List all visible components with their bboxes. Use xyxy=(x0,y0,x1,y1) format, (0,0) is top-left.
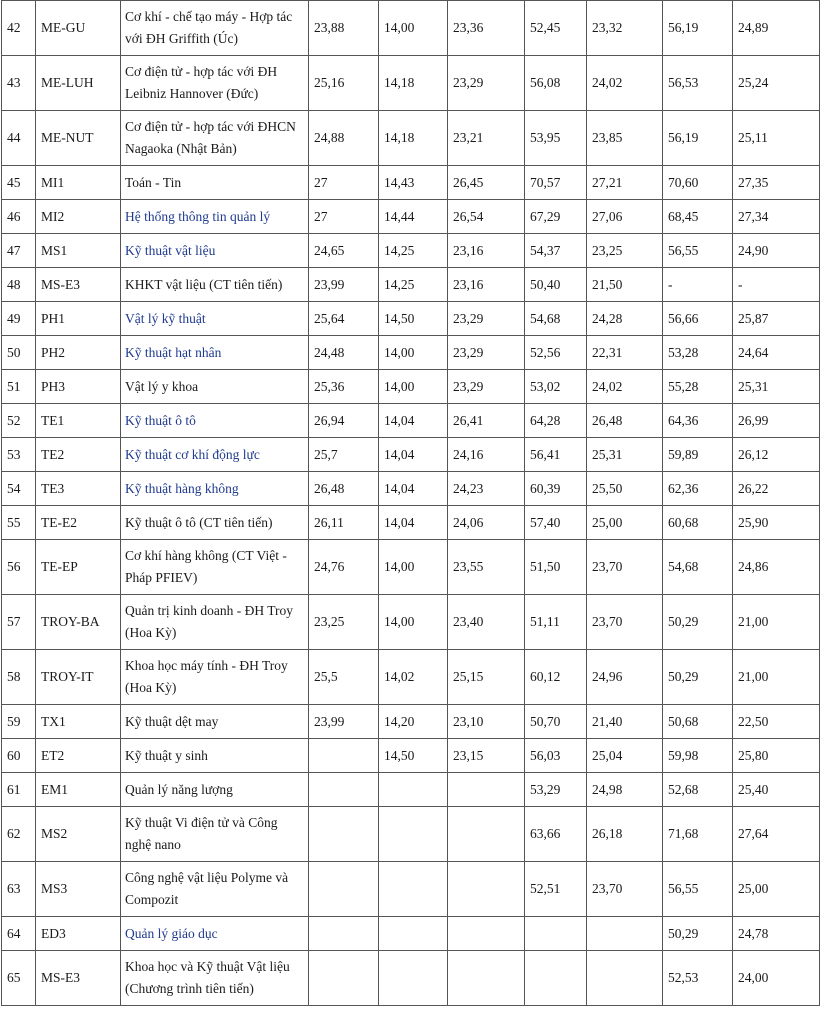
score-col-3: 23,55 xyxy=(448,540,525,595)
score-col-3: 23,16 xyxy=(448,268,525,302)
score-col-3: 23,10 xyxy=(448,705,525,739)
program-code: TROY-BA xyxy=(36,595,121,650)
score-col-4: 54,68 xyxy=(525,302,587,336)
program-code: EM1 xyxy=(36,773,121,807)
score-col-6: 59,98 xyxy=(663,739,733,773)
score-col-4: 52,51 xyxy=(525,862,587,917)
score-col-5: 26,48 xyxy=(587,404,663,438)
score-col-6: 50,29 xyxy=(663,650,733,705)
score-col-3: 25,15 xyxy=(448,650,525,705)
score-col-5: 27,06 xyxy=(587,200,663,234)
score-col-7: 21,00 xyxy=(733,595,820,650)
score-col-5: 22,31 xyxy=(587,336,663,370)
score-col-7: 24,78 xyxy=(733,917,820,951)
table-row xyxy=(2,773,820,807)
program-name[interactable]: Quản lý giáo dục xyxy=(121,917,309,951)
row-number: 54 xyxy=(2,472,36,506)
score-col-1: 23,99 xyxy=(309,268,379,302)
row-number: 53 xyxy=(2,438,36,472)
score-col-4: 50,70 xyxy=(525,705,587,739)
score-col-5: 26,18 xyxy=(587,807,663,862)
program-code: TE3 xyxy=(36,472,121,506)
score-col-1: 25,36 xyxy=(309,370,379,404)
score-col-4: 53,29 xyxy=(525,773,587,807)
program-code: ED3 xyxy=(36,917,121,951)
score-col-7: - xyxy=(733,268,820,302)
score-col-1: 26,11 xyxy=(309,506,379,540)
score-col-3 xyxy=(448,862,525,917)
score-col-2: 14,02 xyxy=(379,650,448,705)
score-col-2: 14,20 xyxy=(379,705,448,739)
score-col-5: 23,32 xyxy=(587,1,663,56)
score-col-1: 25,64 xyxy=(309,302,379,336)
score-col-7: 26,12 xyxy=(733,438,820,472)
score-col-4: 56,03 xyxy=(525,739,587,773)
program-name[interactable]: Kỹ thuật cơ khí động lực xyxy=(121,438,309,472)
program-code: TX1 xyxy=(36,705,121,739)
score-col-1: 26,94 xyxy=(309,404,379,438)
table-row xyxy=(2,540,820,595)
row-number: 48 xyxy=(2,268,36,302)
table-row xyxy=(2,268,820,302)
score-col-1: 23,99 xyxy=(309,705,379,739)
score-col-5: 25,00 xyxy=(587,506,663,540)
table-row xyxy=(2,862,820,917)
score-col-3 xyxy=(448,917,525,951)
score-col-7: 25,31 xyxy=(733,370,820,404)
row-number: 51 xyxy=(2,370,36,404)
score-col-6: 56,53 xyxy=(663,56,733,111)
score-col-1: 27 xyxy=(309,166,379,200)
score-col-3: 23,15 xyxy=(448,739,525,773)
program-code: TE-EP xyxy=(36,540,121,595)
table-row xyxy=(2,951,820,1006)
table-row xyxy=(2,1,820,56)
score-col-2: 14,18 xyxy=(379,111,448,166)
score-col-6: 56,19 xyxy=(663,1,733,56)
table-row xyxy=(2,917,820,951)
admission-scores-table xyxy=(1,0,820,1006)
score-col-3: 23,40 xyxy=(448,595,525,650)
score-col-5: 24,02 xyxy=(587,370,663,404)
table-row xyxy=(2,166,820,200)
score-col-1: 24,88 xyxy=(309,111,379,166)
table-row xyxy=(2,739,820,773)
score-col-1: 25,7 xyxy=(309,438,379,472)
score-col-6: 52,53 xyxy=(663,951,733,1006)
row-number: 63 xyxy=(2,862,36,917)
row-number: 42 xyxy=(2,1,36,56)
score-col-6: 53,28 xyxy=(663,336,733,370)
score-col-7: 24,89 xyxy=(733,1,820,56)
score-col-5: 24,98 xyxy=(587,773,663,807)
score-col-3: 26,41 xyxy=(448,404,525,438)
row-number: 65 xyxy=(2,951,36,1006)
score-col-4: 57,40 xyxy=(525,506,587,540)
score-col-1: 25,5 xyxy=(309,650,379,705)
program-name: Cơ khí hàng không (CT Việt - Pháp PFIEV) xyxy=(121,540,309,595)
score-col-2: 14,00 xyxy=(379,336,448,370)
program-name: Kỹ thuật ô tô (CT tiên tiến) xyxy=(121,506,309,540)
score-col-3: 23,21 xyxy=(448,111,525,166)
score-col-6: 55,28 xyxy=(663,370,733,404)
program-code: TROY-IT xyxy=(36,650,121,705)
row-number: 47 xyxy=(2,234,36,268)
score-col-3: 23,29 xyxy=(448,370,525,404)
table-row xyxy=(2,111,820,166)
score-col-7: 25,24 xyxy=(733,56,820,111)
row-number: 62 xyxy=(2,807,36,862)
program-name: Công nghệ vật liệu Polyme và Compozit xyxy=(121,862,309,917)
table-row xyxy=(2,705,820,739)
score-col-1: 24,48 xyxy=(309,336,379,370)
score-col-2 xyxy=(379,807,448,862)
program-name: Kỹ thuật y sinh xyxy=(121,739,309,773)
score-col-7: 25,87 xyxy=(733,302,820,336)
score-col-2: 14,04 xyxy=(379,438,448,472)
score-col-5: 27,21 xyxy=(587,166,663,200)
score-col-2: 14,25 xyxy=(379,234,448,268)
table-row xyxy=(2,438,820,472)
score-col-7: 25,40 xyxy=(733,773,820,807)
score-col-3: 26,45 xyxy=(448,166,525,200)
score-col-7: 26,22 xyxy=(733,472,820,506)
program-name: Quản lý năng lượng xyxy=(121,773,309,807)
score-col-6: 50,29 xyxy=(663,917,733,951)
score-col-2: 14,44 xyxy=(379,200,448,234)
score-col-6: 62,36 xyxy=(663,472,733,506)
score-col-2: 14,00 xyxy=(379,370,448,404)
score-col-2: 14,25 xyxy=(379,268,448,302)
score-col-2 xyxy=(379,951,448,1006)
score-col-5: 24,28 xyxy=(587,302,663,336)
program-name: Cơ điện tử - hợp tác với ĐH Leibniz Hannover (Đức) xyxy=(121,56,309,111)
score-col-3 xyxy=(448,807,525,862)
score-col-4: 70,57 xyxy=(525,166,587,200)
program-code: ME-LUH xyxy=(36,56,121,111)
program-code: ME-NUT xyxy=(36,111,121,166)
score-col-4: 54,37 xyxy=(525,234,587,268)
score-col-7: 22,50 xyxy=(733,705,820,739)
score-col-2 xyxy=(379,917,448,951)
score-col-6: 50,68 xyxy=(663,705,733,739)
score-col-3: 26,54 xyxy=(448,200,525,234)
program-name: Khoa học và Kỹ thuật Vật liệu (Chương trình tiên tiến) xyxy=(121,951,309,1006)
score-col-6: 56,66 xyxy=(663,302,733,336)
score-col-6: 56,19 xyxy=(663,111,733,166)
row-number: 64 xyxy=(2,917,36,951)
score-col-5: 23,85 xyxy=(587,111,663,166)
score-col-3: 23,29 xyxy=(448,56,525,111)
score-col-5 xyxy=(587,917,663,951)
score-col-4 xyxy=(525,951,587,1006)
program-name: Cơ điện tử - hợp tác với ĐHCN Nagaoka (Nhật Bản) xyxy=(121,111,309,166)
score-col-4: 56,41 xyxy=(525,438,587,472)
program-name: Khoa học máy tính - ĐH Troy (Hoa Kỳ) xyxy=(121,650,309,705)
program-code: MS-E3 xyxy=(36,951,121,1006)
score-col-4: 53,02 xyxy=(525,370,587,404)
program-code: TE-E2 xyxy=(36,506,121,540)
program-name: Cơ khí - chế tạo máy - Hợp tác với ĐH Griffith (Úc) xyxy=(121,1,309,56)
row-number: 57 xyxy=(2,595,36,650)
score-col-1: 25,16 xyxy=(309,56,379,111)
score-col-5: 25,04 xyxy=(587,739,663,773)
table-row xyxy=(2,506,820,540)
score-col-4: 52,45 xyxy=(525,1,587,56)
table-row xyxy=(2,472,820,506)
program-name[interactable]: Kỹ thuật hạt nhân xyxy=(121,336,309,370)
score-col-2: 14,04 xyxy=(379,506,448,540)
score-col-4: 51,50 xyxy=(525,540,587,595)
score-col-5: 23,70 xyxy=(587,540,663,595)
score-col-4: 64,28 xyxy=(525,404,587,438)
table-row xyxy=(2,807,820,862)
score-col-2: 14,00 xyxy=(379,540,448,595)
score-col-4: 63,66 xyxy=(525,807,587,862)
row-number: 52 xyxy=(2,404,36,438)
table-row xyxy=(2,404,820,438)
score-col-2: 14,00 xyxy=(379,595,448,650)
program-code: PH1 xyxy=(36,302,121,336)
score-col-2: 14,18 xyxy=(379,56,448,111)
score-col-4: 51,11 xyxy=(525,595,587,650)
score-col-6: 56,55 xyxy=(663,234,733,268)
table-row xyxy=(2,302,820,336)
table-row xyxy=(2,370,820,404)
score-col-2 xyxy=(379,773,448,807)
score-col-5: 23,70 xyxy=(587,595,663,650)
program-name: Kỹ thuật Vi điện tử và Công nghệ nano xyxy=(121,807,309,862)
score-col-2: 14,04 xyxy=(379,472,448,506)
score-col-4: 56,08 xyxy=(525,56,587,111)
score-col-5: 21,50 xyxy=(587,268,663,302)
score-col-3: 24,16 xyxy=(448,438,525,472)
program-code: MI2 xyxy=(36,200,121,234)
row-number: 56 xyxy=(2,540,36,595)
program-code: MS-E3 xyxy=(36,268,121,302)
row-number: 55 xyxy=(2,506,36,540)
program-name: KHKT vật liệu (CT tiên tiến) xyxy=(121,268,309,302)
score-col-4: 60,39 xyxy=(525,472,587,506)
program-code: MI1 xyxy=(36,166,121,200)
score-col-5: 23,25 xyxy=(587,234,663,268)
score-col-1 xyxy=(309,773,379,807)
row-number: 60 xyxy=(2,739,36,773)
score-col-7: 27,35 xyxy=(733,166,820,200)
table-row xyxy=(2,234,820,268)
program-code: PH2 xyxy=(36,336,121,370)
score-col-7: 24,90 xyxy=(733,234,820,268)
program-name[interactable]: Vật lý kỹ thuật xyxy=(121,302,309,336)
program-code: MS2 xyxy=(36,807,121,862)
score-col-3: 24,06 xyxy=(448,506,525,540)
score-col-1: 26,48 xyxy=(309,472,379,506)
table-body xyxy=(2,1,820,1006)
program-code: ET2 xyxy=(36,739,121,773)
row-number: 45 xyxy=(2,166,36,200)
score-col-4: 50,40 xyxy=(525,268,587,302)
program-code: PH3 xyxy=(36,370,121,404)
score-col-6: 68,45 xyxy=(663,200,733,234)
table-row xyxy=(2,595,820,650)
score-col-6: 54,68 xyxy=(663,540,733,595)
score-col-2: 14,50 xyxy=(379,302,448,336)
program-name[interactable]: Kỹ thuật vật liệu xyxy=(121,234,309,268)
score-col-5: 25,50 xyxy=(587,472,663,506)
score-col-4: 52,56 xyxy=(525,336,587,370)
score-col-6: 52,68 xyxy=(663,773,733,807)
program-name: Toán - Tin xyxy=(121,166,309,200)
table-row xyxy=(2,56,820,111)
row-number: 44 xyxy=(2,111,36,166)
score-col-5: 24,02 xyxy=(587,56,663,111)
score-col-4: 60,12 xyxy=(525,650,587,705)
program-name[interactable]: Kỹ thuật hàng không xyxy=(121,472,309,506)
score-col-6: 56,55 xyxy=(663,862,733,917)
score-col-1 xyxy=(309,807,379,862)
score-col-1 xyxy=(309,862,379,917)
score-col-7: 25,80 xyxy=(733,739,820,773)
program-name: Quản trị kinh doanh - ĐH Troy (Hoa Kỳ) xyxy=(121,595,309,650)
score-col-7: 21,00 xyxy=(733,650,820,705)
score-col-3: 23,36 xyxy=(448,1,525,56)
score-col-6: - xyxy=(663,268,733,302)
score-col-1 xyxy=(309,917,379,951)
program-name: Vật lý y khoa xyxy=(121,370,309,404)
score-col-7: 24,86 xyxy=(733,540,820,595)
score-col-1: 23,88 xyxy=(309,1,379,56)
program-code: TE1 xyxy=(36,404,121,438)
score-col-6: 50,29 xyxy=(663,595,733,650)
score-col-7: 24,00 xyxy=(733,951,820,1006)
row-number: 58 xyxy=(2,650,36,705)
score-col-4 xyxy=(525,917,587,951)
row-number: 50 xyxy=(2,336,36,370)
score-col-3: 23,29 xyxy=(448,302,525,336)
score-col-2 xyxy=(379,862,448,917)
score-col-7: 27,34 xyxy=(733,200,820,234)
program-name[interactable]: Hệ thống thông tin quản lý xyxy=(121,200,309,234)
score-col-4: 67,29 xyxy=(525,200,587,234)
score-col-7: 25,00 xyxy=(733,862,820,917)
score-col-6: 64,36 xyxy=(663,404,733,438)
score-col-1: 24,76 xyxy=(309,540,379,595)
row-number: 46 xyxy=(2,200,36,234)
score-col-1 xyxy=(309,951,379,1006)
score-col-3: 23,29 xyxy=(448,336,525,370)
table-row xyxy=(2,200,820,234)
score-col-1: 23,25 xyxy=(309,595,379,650)
score-col-3 xyxy=(448,773,525,807)
score-col-7: 24,64 xyxy=(733,336,820,370)
score-col-3: 24,23 xyxy=(448,472,525,506)
score-col-6: 59,89 xyxy=(663,438,733,472)
score-col-7: 27,64 xyxy=(733,807,820,862)
score-col-7: 26,99 xyxy=(733,404,820,438)
score-col-7: 25,11 xyxy=(733,111,820,166)
program-code: MS1 xyxy=(36,234,121,268)
program-code: MS3 xyxy=(36,862,121,917)
score-col-6: 60,68 xyxy=(663,506,733,540)
program-code: ME-GU xyxy=(36,1,121,56)
program-name[interactable]: Kỹ thuật ô tô xyxy=(121,404,309,438)
row-number: 49 xyxy=(2,302,36,336)
score-col-5 xyxy=(587,951,663,1006)
score-col-2: 14,50 xyxy=(379,739,448,773)
score-col-3 xyxy=(448,951,525,1006)
row-number: 59 xyxy=(2,705,36,739)
score-col-6: 70,60 xyxy=(663,166,733,200)
program-code: TE2 xyxy=(36,438,121,472)
score-col-3: 23,16 xyxy=(448,234,525,268)
row-number: 43 xyxy=(2,56,36,111)
program-name: Kỹ thuật dệt may xyxy=(121,705,309,739)
score-col-5: 21,40 xyxy=(587,705,663,739)
table-row xyxy=(2,336,820,370)
score-col-5: 25,31 xyxy=(587,438,663,472)
score-col-2: 14,04 xyxy=(379,404,448,438)
score-col-7: 25,90 xyxy=(733,506,820,540)
score-col-1 xyxy=(309,739,379,773)
score-col-6: 71,68 xyxy=(663,807,733,862)
score-col-5: 24,96 xyxy=(587,650,663,705)
score-col-2: 14,00 xyxy=(379,1,448,56)
row-number: 61 xyxy=(2,773,36,807)
score-col-4: 53,95 xyxy=(525,111,587,166)
score-col-1: 24,65 xyxy=(309,234,379,268)
score-col-2: 14,43 xyxy=(379,166,448,200)
score-col-1: 27 xyxy=(309,200,379,234)
score-col-5: 23,70 xyxy=(587,862,663,917)
table-row xyxy=(2,650,820,705)
